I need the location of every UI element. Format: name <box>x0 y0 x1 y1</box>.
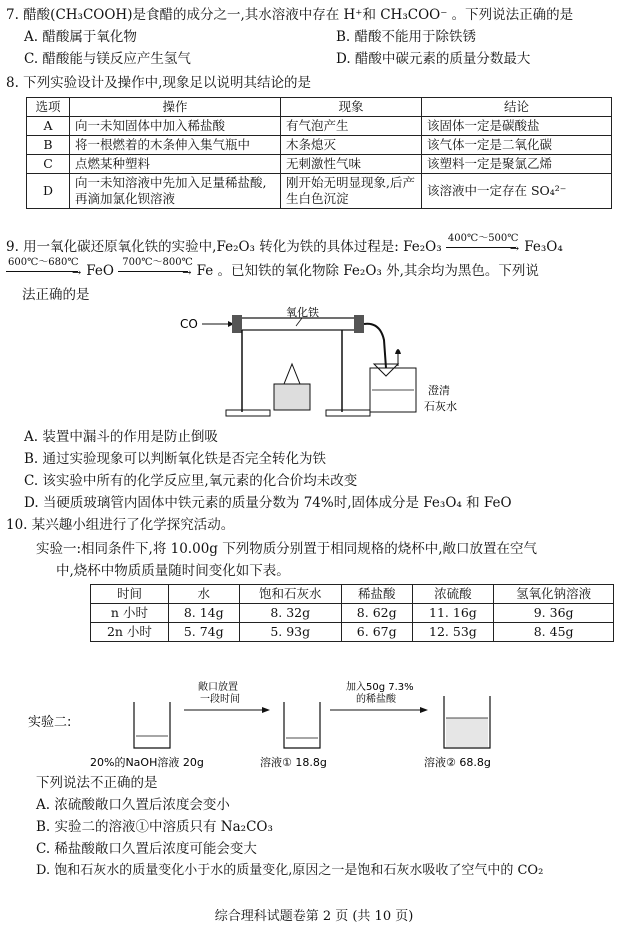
q10-mass-table <box>90 584 614 642</box>
arrow-head-icon: → <box>182 266 192 279</box>
q7-option-d: D. 醋酸中碳元素的质量分数最大 <box>336 51 531 67</box>
q7-option-c: C. 醋酸能与镁反应产生氢气 <box>24 51 191 67</box>
lamp-flame-icon <box>395 349 401 354</box>
q10-exp1-line2: 中,烧杯中物质质量随时间变化如下表。 <box>56 563 290 579</box>
arrow-line <box>6 271 78 272</box>
q9-option-b: B. 通过实验现象可以判断氧化铁是否完全转化为铁 <box>24 451 327 467</box>
chain-to: Fe₃O₄ <box>524 239 563 255</box>
table-row <box>27 155 612 174</box>
table-cell: 2n 小时 <box>91 623 169 642</box>
arrow-2-text-1: 加入50g 7.3% <box>346 682 414 693</box>
table-header: 稀盐酸 <box>341 585 412 604</box>
q10-option-c: C. 稀盐酸敞口久置后浓度可能会变大 <box>36 841 257 857</box>
q9-option-d: D. 当硬质玻璃管内固体中铁元素的质量分数为 74%时,固体成分是 Fe₃O₄ 和 FeO <box>24 495 512 511</box>
table-header: 水 <box>168 585 239 604</box>
table-cell: 该气体一定是二氧化碳 <box>422 136 612 155</box>
chain-from: Fe₂O₃ <box>403 239 442 255</box>
table-cell: 8. 62g <box>341 604 412 623</box>
stand-base-icon <box>326 410 370 416</box>
table-cell: 8. 14g <box>168 604 239 623</box>
q9-stem-text: 9. 用一氧化碳还原氧化铁的实验中,Fe₂O₃ 转化为铁的具体过程是: <box>6 239 399 255</box>
stopper-left-icon <box>232 315 242 333</box>
q7-option-a: A. 醋酸属于氧化物 <box>24 29 137 45</box>
beaker-1-icon <box>134 702 170 748</box>
table-cell: 8. 32g <box>239 604 341 623</box>
q10-exp1-line1: 实验一:相同条件下,将 10.00g 下列物质分别置于相同规格的烧杯中,敞口放置在空气 <box>36 541 538 557</box>
table-cell: 向一未知溶液中先加入足量稀盐酸,再滴加氯化钡溶液 <box>70 174 281 209</box>
arrow-1-head-icon <box>262 707 270 713</box>
table-cell: 该固体一定是碳酸盐 <box>422 117 612 136</box>
table-cell: 木条熄灭 <box>281 136 422 155</box>
table-header-row <box>27 98 612 117</box>
q10-question: 下列说法不正确的是 <box>36 775 158 791</box>
q10-stem: 10. 某兴趣小组进行了化学探究活动。 <box>6 517 235 533</box>
chain-mid: FeO <box>86 263 114 279</box>
q8-stem: 8. 下列实验设计及操作中,现象足以说明其结论的是 <box>6 75 311 91</box>
q10-option-b: B. 实验二的溶液①中溶质只有 Na₂CO₃ <box>36 819 273 835</box>
beaker-label-1: 澄清 <box>428 384 450 397</box>
chain-to: Fe <box>196 263 214 279</box>
table-header: 氢氧化钠溶液 <box>494 585 614 604</box>
q9-stem-3: 法正确的是 <box>22 287 90 303</box>
arrow-2-head-icon <box>420 707 428 713</box>
q10-option-d: D. 饱和石灰水的质量变化小于水的质量变化,原因之一是饱和石灰水吸收了空气中的 CO₂ <box>36 863 544 878</box>
table-cell: 5. 74g <box>168 623 239 642</box>
table-cell: 6. 67g <box>341 623 412 642</box>
table-row <box>91 604 614 623</box>
liquid-fill-icon <box>446 718 488 747</box>
q7-option-b: B. 醋酸不能用于除铁锈 <box>336 29 477 45</box>
table-cell: 无刺激性气味 <box>281 155 422 174</box>
q9-option-c: C. 该实验中所有的化学反应里,氧元素的化合价均未改变 <box>24 473 358 489</box>
table-row <box>27 174 612 209</box>
co-reduction-apparatus-figure <box>176 306 476 424</box>
q9-option-a: A. 装置中漏斗的作用是防止倒吸 <box>24 429 218 445</box>
burner-block-icon <box>274 384 310 410</box>
tube-label: 氧化铁 <box>286 306 319 319</box>
table-row <box>27 136 612 155</box>
table-cell: C <box>27 155 70 174</box>
table-header: 选项 <box>27 98 70 117</box>
arrow-condition: 400℃～500℃ <box>447 233 519 244</box>
arrow-2-text-2: 的稀盐酸 <box>356 694 396 705</box>
q10-option-a: A. 浓硫酸敞口久置后浓度会变小 <box>36 797 230 813</box>
exp2-label: 实验二: <box>28 715 72 730</box>
reaction-arrow-1 <box>446 233 520 256</box>
table-cell: 有气泡产生 <box>281 117 422 136</box>
q9-stem-2 <box>6 257 539 280</box>
arrow-1-text-1: 敞口放置 <box>198 682 238 693</box>
table-cell: 8. 45g <box>494 623 614 642</box>
table-cell: 点燃某种塑料 <box>70 155 281 174</box>
arrow-head-icon: → <box>509 242 520 255</box>
table-cell: 该溶液中一定存在 SO₄²⁻ <box>422 174 612 209</box>
table-header: 时间 <box>91 585 169 604</box>
table-cell: 该塑料一定是聚氯乙烯 <box>422 155 612 174</box>
beaker-2-caption: 溶液① 18.8g <box>260 756 327 769</box>
q9-stem-text: 。已知铁的氧化物除 Fe₂O₃ 外,其余均为黑色。下列说 <box>217 263 539 279</box>
table-header-row <box>91 585 614 604</box>
table-cell: A <box>27 117 70 136</box>
beaker-2-icon <box>284 702 320 748</box>
arrow-condition: 600℃～680℃ <box>8 257 79 268</box>
arrow-line <box>446 247 516 248</box>
stopper-right-icon <box>354 315 364 333</box>
table-cell: n 小时 <box>91 604 169 623</box>
table-cell: 9. 36g <box>494 604 614 623</box>
table-header: 现象 <box>281 98 422 117</box>
q9-stem-1 <box>6 233 563 256</box>
experiment-2-figure <box>20 678 620 770</box>
page-footer: 综合理科试题卷第 2 页 (共 10 页) <box>214 909 414 924</box>
table-cell: 12. 53g <box>412 623 494 642</box>
table-cell: 11. 16g <box>412 604 494 623</box>
table-row <box>91 623 614 642</box>
table-cell: D <box>27 174 70 209</box>
table-cell: 刚开始无明显现象,后产生白色沉淀 <box>281 174 422 209</box>
table-header: 操作 <box>70 98 281 117</box>
table-header: 浓硫酸 <box>412 585 494 604</box>
pointer-line <box>296 318 302 326</box>
arrow-line <box>118 271 188 272</box>
stand-base-icon <box>226 410 270 416</box>
table-cell: 5. 93g <box>239 623 341 642</box>
beaker-1-caption: 20%的NaOH溶液 20g <box>90 756 204 769</box>
glass-tube-icon <box>234 318 362 330</box>
co-label: CO <box>180 317 198 331</box>
reaction-arrow-2 <box>6 257 82 280</box>
table-row <box>27 117 612 136</box>
table-cell: B <box>27 136 70 155</box>
arrow-1-text-2: 一段时间 <box>200 694 240 705</box>
delivery-tube-icon <box>364 324 386 368</box>
reaction-arrow-3 <box>118 257 193 280</box>
table-cell: 将一根燃着的木条伸入集气瓶中 <box>70 136 281 155</box>
table-header: 饱和石灰水 <box>239 585 341 604</box>
table-header: 结论 <box>422 98 612 117</box>
beaker-3-caption: 溶液② 68.8g <box>424 756 491 769</box>
table-cell: 向一未知固体中加入稀盐酸 <box>70 117 281 136</box>
arrow-condition: 700℃～800℃ <box>122 257 193 268</box>
arrow-head-icon: → <box>72 266 82 279</box>
flame-icon <box>284 364 300 384</box>
q7-stem: 7. 醋酸(CH₃COOH)是食醋的成分之一,其水溶液中存在 H⁺和 CH₃COO⁻ 。下列说法正确的是 <box>6 7 574 23</box>
beaker-label-2: 石灰水 <box>424 400 457 413</box>
q8-table <box>26 97 612 209</box>
